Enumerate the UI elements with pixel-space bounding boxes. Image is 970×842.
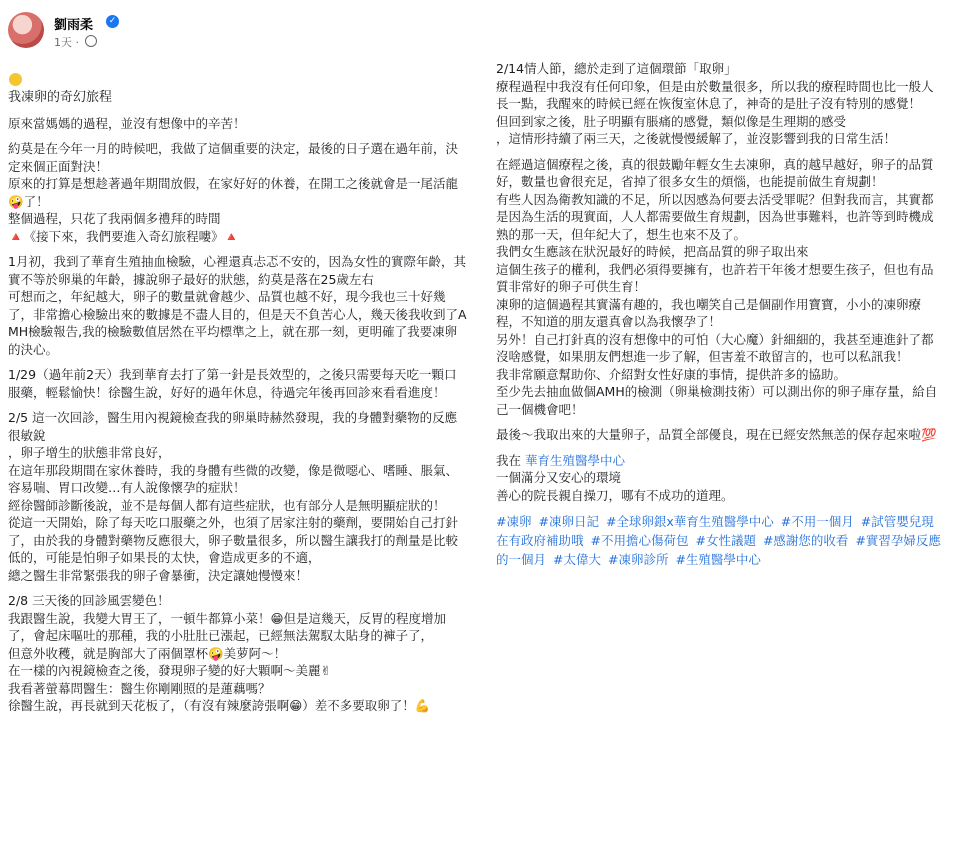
hashtag[interactable]: #實習孕婦反應的一個月 (496, 533, 941, 567)
post-meta: 1天 · (54, 34, 97, 50)
hashtag[interactable]: #不用擔心傷荷包 (590, 533, 689, 548)
hashtag[interactable]: #凍卵 (496, 514, 532, 529)
hashtag[interactable]: #試管嬰兒現在有政府補助哦 (496, 514, 934, 548)
author-avatar[interactable] (8, 12, 44, 48)
hashtag[interactable]: #不用一個月 (780, 514, 854, 529)
author-name[interactable]: 劉雨柔 (54, 18, 94, 33)
hashtag[interactable]: #感謝您的收看 (762, 533, 849, 548)
post-body-left (8, 54, 468, 723)
globe-icon (85, 35, 97, 47)
hashtag-list (496, 512, 942, 569)
paragraph: 1月初，我到了華育生殖抽血檢驗，心裡還真忐忑不安的，因為女性的實際年齡，其實不等於卵巢的年齡，據說卵子最好的狀態，約莫是落在25歲左右 可想而之，年紀越大，卵子的數量就會越少、品質也越不好，現今我也三十好幾了，非常擔心檢驗出來的數據是不盡人目的，但是天不負苦心人，幾天後我收到了AMH檢驗報告,我的檢驗數值居然在平均標準之上，就在那一刻，更明確了我要凍卵的決心。 (8, 254, 467, 357)
paragraph: 約莫是在今年一月的時候吧，我做了這個重要的決定，最後的日子選在過年前，決定來個正面對決！ 原來的打算是想趁著過年期間放假，在家好好的休養，在開工之後就會是一尾活龍🤪了！ 整個過程，只花了我兩個多禮拜的時間 🔺《接下來，我們要進入奇幻旅程嘍》🔺 (8, 141, 459, 244)
paragraph: 2/14情人節，總於走到了這個環節「取卵」 療程過程中我沒有任何印象，但是由於數量很多，所以我的療程時間也比一般人長一點，我醒來的時候已經在恢復室休息了，神奇的是肚子沒有特別的感覺！ 但回到家之後，肚子明顯有脹痛的感覺，類似像是生理期的感受 ，這情形持續了兩三天，之後就慢慢緩解了，並沒影響到我的日常生活！ (496, 61, 934, 146)
hashtag[interactable]: #女性議題 (695, 533, 756, 548)
paragraph: 1/29（過年前2天）我到華育去打了第一針是長效型的，之後只需要每天吃一顆口服藥，輕鬆愉快！徐醫生說，好好的過年休息，待過完年後再回診來看看進度！ (8, 367, 457, 400)
post-title-line (8, 54, 468, 107)
clinic-line-3: 善心的院長親自操刀，哪有不成功的道理。 (496, 487, 734, 503)
clinic-block (496, 452, 942, 505)
paragraph: 2/8 三天後的回診風雲變色！ 我跟醫生說，我變大胃王了，一頓牛都算小菜！😁但是這幾天，反胃的程度增加了，會起床嘔吐的那種，我的小肚肚已漲起，已經無法駕馭太貼身的褲子了， 但意外收穫，就是胸部大了兩個罩杯🤪美萝阿～！ 在一樣的內視鏡檢查之後，發現卵子變的好大顆啊～美麗✌ 我看著螢幕問醫生：醫生你剛剛照的是蓮藕嗎？ 徐醫生說，再長就到天花板了，（有沒有辣麼誇張啊😁）差不多要取卵了！💪 (8, 593, 447, 713)
verified-badge-icon: ✓ (106, 15, 119, 28)
clinic-link[interactable]: 華育生殖醫學中心 (525, 452, 626, 468)
post-title: 我凍卵的奇幻旅程 (8, 90, 113, 105)
paragraph: 在經過這個療程之後，真的很鼓勵年輕女生去凍卵，真的越早越好，卵子的品質好，數量也會很充足，省掉了很多女生的煩惱，也能提前做生育規劃！ 有些人因為衛教知識的不足，所以因感為何要去活受罪呢？但對我而言，其實都是因為生活的現實面，人人都需要做生育規劃，因為世事難料，也許等到時機成熟的那一天，但年紀大了，想生也來不及了。 我們女生應該在狀況最好的時候，把高品質的卵子取出來 這個生孩子的權利，我們必須得要擁有，也許若干年後才想要生孩子，但也有品質非常好的卵子可供生育！ 凍卵的這個過程其實滿有趣的，我也嘲笑自己是個副作用寶寶，小小的凍卵療程，不知道的朋友還真會以為我懷孕了！ 另外！自己打針真的沒有想像中的可怕（大心魔）針細細的，我甚至連進針了都沒啥感覺，如果朋友們想進一步了解，但害羞不敢留言的，也可以私訊我！ 我非常願意幫助你、介紹對女性好康的事情，提供許多的協助。 至少先去抽血做個AMH的檢測（卵巢檢測技術）可以測出你的卵子庫存量，給自己一個機會吧！ (496, 156, 938, 417)
hashtag[interactable]: #凍卵診所 (607, 552, 669, 567)
poop-emoji-icon (9, 73, 22, 86)
hashtag[interactable]: #太偉大 (553, 552, 601, 567)
paragraph: 最後～我取出來的大量卵子，品質全部優良，現在已經安然無恙的保存起來啦💯 (496, 427, 937, 442)
hashtag[interactable]: #全球卵銀x華育生殖醫學中心 (605, 514, 774, 529)
post-time[interactable]: 1天 (54, 36, 72, 49)
clinic-line-2: 一個滿分又安心的環境 (496, 470, 622, 485)
paragraph: 2/5 這一次回診，醫生用內視鏡檢查我的卵巢時赫然發現，我的身體對藥物的反應很敏銳 ，卵子增生的狀態非常良好， 在這年那段期間在家休養時，我的身體有些微的改變，像是微噁心、嗜睡、脹氣、容易喘、胃口改變…有人說像懷孕的症狀！ 經徐醫師診斷後說，並不是每個人都有這些症狀，也有部分人是無明顯症狀的！ 從這一天開始，除了每天吃口服藥之外，也須了居家注射的藥劑，要開始自己打針了，由於我的身體對藥物反應很大，卵子數量很多，所以醫生讓我打的劑量是比較低的，可能是怕卵子如果長的太快，會造成更多的不適， 總之醫生非常緊張我的卵子會暴衝，決定讓她慢慢來！ (8, 410, 459, 583)
hashtag[interactable]: #凍卵日記 (538, 514, 599, 529)
post-body-right (496, 60, 942, 569)
clinic-prefix: 我在 (496, 452, 522, 468)
post-header (8, 8, 468, 52)
paragraph: 原來當媽媽的過程，並沒有想像中的辛苦！ (8, 115, 246, 131)
hashtag[interactable]: #生殖醫學中心 (675, 552, 761, 567)
